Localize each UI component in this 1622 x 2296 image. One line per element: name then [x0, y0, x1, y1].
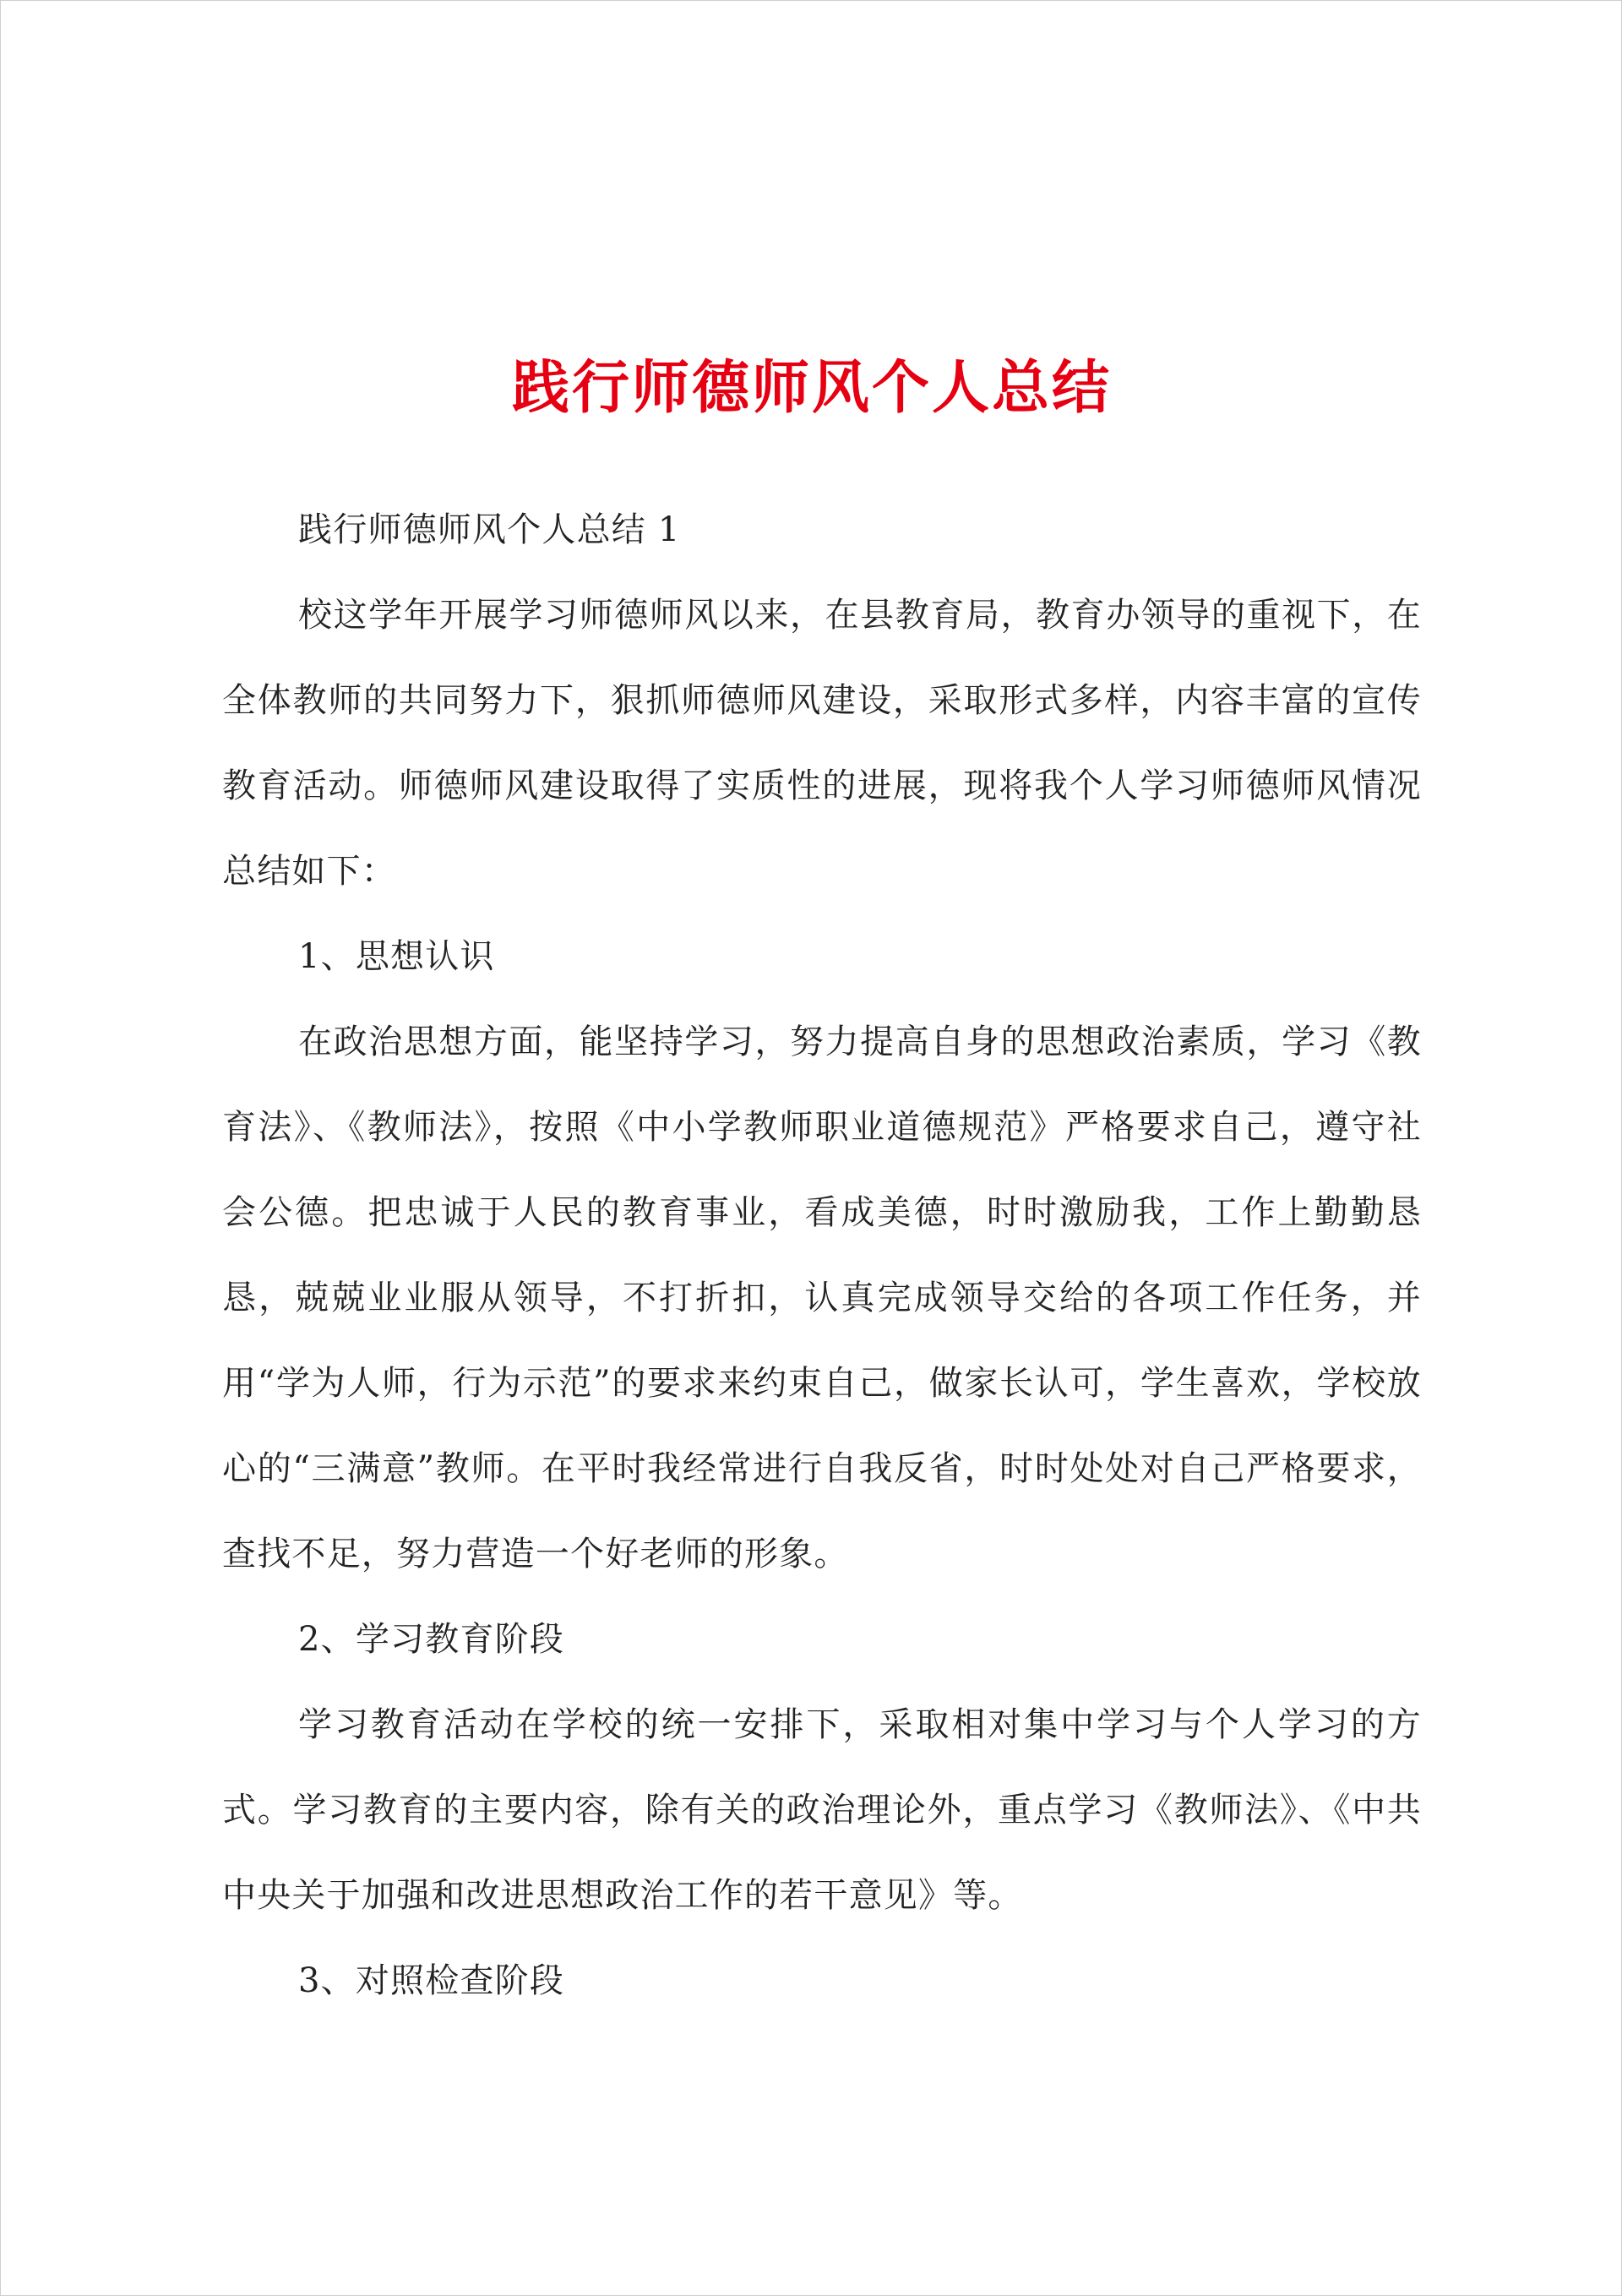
heading-check-stage: 3、对照检查阶段	[298, 1961, 565, 2000]
paragraph-intro: 校这学年开展学习师德师风以来，在县教育局，教育办领导的重视下，在全体教师的共同努力下，狠抓师德师风建设，采取形式多样，内容丰富的宣传教育活动。师德师风建设取得了实质性的进展，现将我个人学习师德师风情况总结如下：	[222, 596, 1422, 891]
heading-learning-stage: 2、学习教育阶段	[298, 1620, 565, 1659]
document-title: 践行师德师风个人总结	[511, 354, 1112, 422]
heading-thought-awareness: 1、思想认识	[298, 937, 495, 976]
paragraph-learning-activities: 学习教育活动在学校的统一安排下，采取相对集中学习与个人学习的方式。学习教育的主要内容，除有关的政治理论外，重点学习《教师法》、《中共中央关于加强和改进思想政治工作的若干意见》等。	[222, 1705, 1422, 1915]
paragraph-political-thought: 在政治思想方面，能坚持学习，努力提高自身的思想政治素质，学习《教育法》、《教师法》，按照《中小学教师职业道德规范》严格要求自己，遵守社会公德。把忠诚于人民的教育事业，看成美德，时时激励我，工作上勤勤恳恳，兢兢业业服从领导，不打折扣，认真完成领导交给的各项工作任务，并用“学为人师，行为示范”的要求来约束自己，做家长认可，学生喜欢，学校放心的“三满意”教师。在平时我经常进行自我反省，时时处处对自己严格要求，查找不足，努力营造一个好老师的形象。	[222, 1023, 1422, 1573]
document-body	[222, 488, 1422, 2024]
section-subtitle: 践行师德师风个人总结 1	[298, 510, 681, 549]
